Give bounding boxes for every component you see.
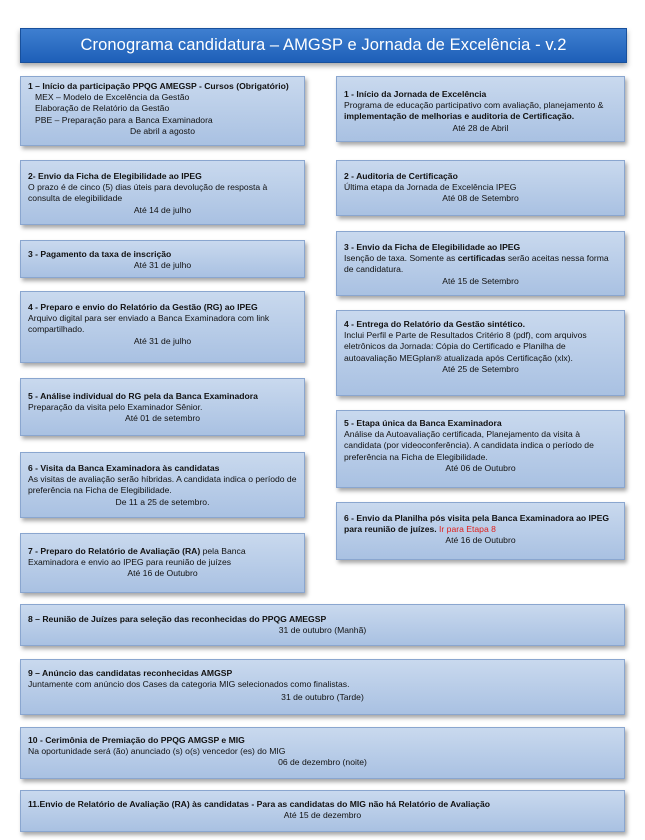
step-title: 5 - Etapa única da Banca Examinadora — [344, 418, 502, 428]
step-date: Até 31 de julho — [133, 335, 192, 346]
step-title: 10 - Cerimônia de Premiação do PPQG AMGSP e MIG — [28, 735, 245, 745]
step-card-right-5 — [336, 410, 625, 488]
step-date: Até 14 de julho — [133, 204, 192, 215]
step-date: Até 31 de julho — [133, 260, 192, 271]
step-date: De abril a agosto — [130, 125, 195, 136]
step-card-left-4 — [20, 291, 305, 363]
step-date: Até 15 de dezembro — [283, 810, 362, 821]
step-line: O prazo é de cinco (5) dias úteis para devolução de resposta à consulta de elegibilidade — [28, 182, 268, 204]
step-line: MEX – Modelo de Excelência da Gestão — [35, 92, 190, 103]
step-date: 31 de outubro (Tarde) — [281, 692, 364, 703]
step-line: Programa de educação participativo com avaliação, planejamento & — [344, 100, 604, 111]
step-line: As visitas de avaliação serão híbridas. A candidata indica o período de preferência na Ficha de Elegibilidade. — [28, 474, 297, 496]
step-date: Até 25 de Setembro — [442, 363, 519, 374]
step-date: 06 de dezembro (noite) — [278, 757, 367, 768]
step-card-full-9 — [20, 659, 625, 715]
step-card-full-11 — [20, 790, 625, 832]
step-title: 9 – Anúncio das candidatas reconhecidas AMGSP — [28, 668, 233, 678]
step-card-full-10 — [20, 727, 625, 779]
step-title: 1 - Início da Jornada de Excelência — [344, 89, 487, 99]
step-card-left-7 — [20, 533, 305, 593]
step-card-left-6 — [20, 452, 305, 518]
step-title: 11.Envio de Relatório de Avaliação (RA) às candidatas - Para as candidatas do MIG não há Relatório de Avaliação — [28, 799, 490, 809]
step-line: PBE – Preparação para a Banca Examinadora — [35, 114, 213, 125]
step-date: 31 de outubro (Manhã) — [278, 625, 367, 636]
step-line: implementação de melhorias e auditoria de Certificação. — [344, 111, 575, 122]
step-date: Até 15 de Setembro — [442, 275, 519, 286]
step-card-right-2 — [336, 160, 625, 216]
step-title: 3 - Envio da Ficha de Elegibilidade ao IPEG — [344, 242, 521, 252]
step-title: 3 - Pagamento da taxa de inscrição — [28, 249, 172, 259]
step-title: 5 - Análise individual do RG pela da Banca Examinadora — [28, 391, 258, 401]
page-title: Cronograma candidatura – AMGSP e Jornada de Excelência - v.2 — [20, 28, 627, 63]
step-title: 8 – Reunião de Juízes para seleção das reconhecidas do PPQG AMEGSP — [28, 614, 327, 624]
step-card-left-5 — [20, 378, 305, 436]
step-title: 7 - Preparo do Relatório de Avaliação (RA) pela Banca Examinadora e envio ao IPEG para reunião de juízes — [28, 546, 246, 568]
step-title: 4 - Entrega do Relatório da Gestão sintético. — [344, 319, 525, 329]
step-card-full-8 — [20, 604, 625, 646]
step-card-right-4 — [336, 310, 625, 396]
step-date: Até 16 de Outubro — [445, 535, 516, 546]
step-line: Na oportunidade será (ão) anunciado (s) o(s) vencedor (es) do MIG — [28, 746, 286, 757]
step-line: Isenção de taxa. Somente as certificadas serão aceitas nessa forma de candidatura. — [344, 253, 609, 275]
step-card-left-1 — [20, 76, 305, 146]
step-line: Arquivo digital para ser enviado a Banca Examinadora com link compartilhado. — [28, 313, 270, 335]
step-title: 4 - Preparo e envio do Relatório da Gestão (RG) ao IPEG — [28, 302, 258, 312]
step-title: 6 - Visita da Banca Examinadora às candidatas — [28, 463, 220, 473]
step-date: Até 08 de Setembro — [442, 193, 519, 204]
step-line: Última etapa da Jornada de Excelência IPEG — [344, 182, 517, 193]
step-card-left-2 — [20, 160, 305, 225]
step-card-left-3 — [20, 240, 305, 278]
step-line: Análise da Autoavaliação certificada, Planejamento da visita à candidata (por videoconferência). A candidata indica o período de preferência na Ficha de Elegibilidade. — [344, 429, 594, 462]
step-title: 2- Envio da Ficha de Elegibilidade ao IPEG — [28, 171, 202, 181]
step-date: Até 16 de Outubro — [127, 568, 198, 579]
step-line: Elaboração de Relatório da Gestão — [35, 103, 170, 114]
step-line: Preparação da visita pelo Examinador Sênior. — [28, 402, 203, 413]
step-title: 6 - Envio da Planilha pós visita pela Banca Examinadora ao IPEG para reunião de juízes. Ir para Etapa 8 — [344, 513, 610, 535]
step-card-right-6 — [336, 502, 625, 560]
step-date: Até 28 de Abril — [452, 122, 509, 133]
step-date: Até 01 de setembro — [124, 413, 200, 424]
step-date: De 11 a 25 de setembro. — [115, 496, 210, 507]
step-card-right-3 — [336, 231, 625, 296]
step-title: 2 - Auditoria de Certificação — [344, 171, 458, 181]
step-line: Inclui Perfil e Parte de Resultados Critério 8 (pdf), com arquivos eletrônicos da Jornada: Cópia do Certificado e Planilha de autoavaliação MEGplan® atualizada após Certificação (xlx). — [344, 330, 587, 363]
step-card-right-1 — [336, 76, 625, 142]
step-date: Até 06 de Outubro — [445, 462, 516, 473]
step-line: Juntamente com anúncio dos Cases da categoria MIG selecionados como finalistas. — [28, 679, 350, 690]
step-title: 1 – Início da participação PPQG AMEGSP - Cursos (Obrigatório) — [28, 81, 289, 91]
